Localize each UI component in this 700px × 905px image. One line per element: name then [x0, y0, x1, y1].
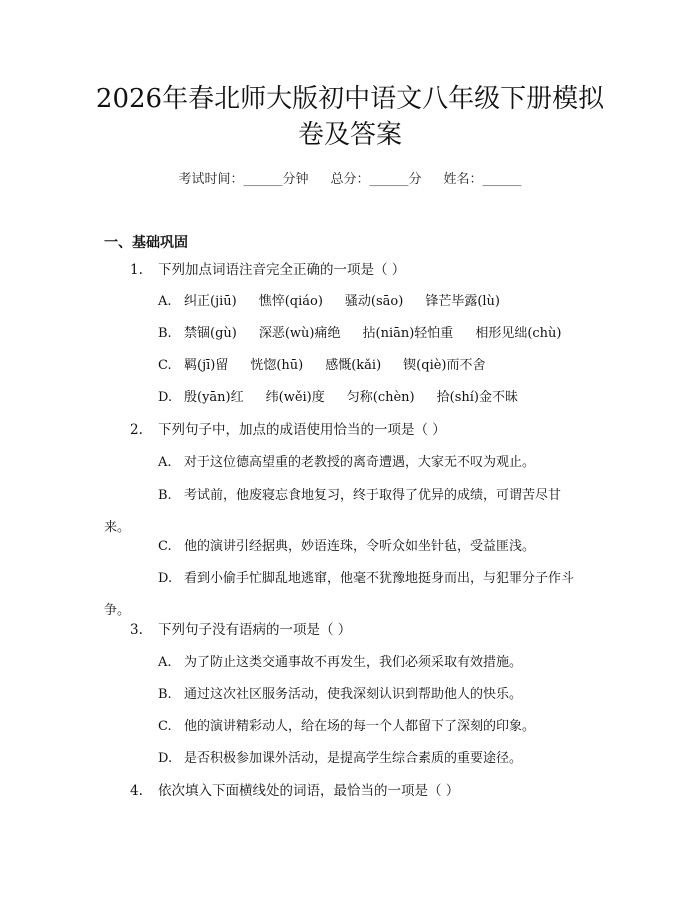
question-number: 3. [130, 622, 143, 638]
option-letter: A. [158, 655, 172, 670]
question-number: 2. [130, 422, 143, 438]
option-word: 锲(qiè)而不舍 [403, 358, 486, 373]
q1-option-a [158, 292, 522, 312]
option-word: 骚动(sāo) [344, 294, 404, 309]
option-text: 看到小偷手忙脚乱地逃窜，他毫不犹豫地挺身而出，与犯罪分子作斗 [184, 571, 575, 586]
q2-option-a [158, 453, 535, 473]
q2-option-b [104, 480, 604, 544]
option-text: 他的演讲精彩动人，给在场的每一个人都留下了深刻的印象。 [184, 719, 536, 734]
option-word: 纠正(jiū) [184, 294, 237, 309]
option-word: 相形见绌(chù) [475, 326, 562, 341]
option-letter: B. [158, 326, 172, 341]
option-word: 锋芒毕露(lù) [425, 294, 501, 309]
option-word: 禁锢(gù) [184, 326, 237, 341]
option-letter: D. [158, 751, 173, 766]
option-word: 感慨(kǎi) [325, 358, 382, 373]
option-text: 考试前，他废寝忘食地复习，终于取得了优异的成绩，可谓苦尽甘 [184, 488, 562, 503]
option-word: 憔悴(qiáo) [258, 294, 323, 309]
option-text: 为了防止这类交通事故不再发生，我们必须采取有效措施。 [184, 655, 523, 670]
name-label: 姓名：______ [443, 172, 522, 187]
exam-title-line2: 卷及答案 [297, 120, 402, 150]
section-heading: 一、基础巩固 [104, 235, 188, 251]
option-text-continued: 争。 [104, 603, 131, 618]
option-word: 拾(shí)金不昧 [436, 390, 518, 405]
option-word: 恍惚(hū) [250, 358, 304, 373]
option-text-continued: 来。 [104, 520, 131, 535]
question-stem: 下列句子中，加点的成语使用恰当的一项是（ ） [158, 422, 446, 438]
option-letter: C. [158, 719, 172, 734]
option-letter: C. [158, 539, 172, 554]
option-letter: C. [158, 358, 172, 373]
option-word: 匀称(chèn) [346, 390, 415, 405]
option-word: 深恶(wù)痛绝 [258, 326, 341, 341]
option-word: 纬(wěi)度 [265, 390, 325, 405]
q2-option-c [158, 537, 535, 557]
question-1 [130, 260, 405, 280]
option-letter: A. [158, 294, 172, 309]
option-text: 是否积极参加课外活动，是提高学生综合素质的重要途径。 [184, 751, 523, 766]
question-4 [130, 781, 459, 801]
q3-option-d [158, 749, 522, 769]
question-number: 1. [130, 262, 143, 278]
question-number: 4. [130, 783, 143, 799]
q1-option-c [158, 356, 508, 376]
exam-info [0, 168, 700, 187]
q2-option-d [104, 563, 604, 627]
question-stem: 依次填入下面横线处的词语，最恰当的一项是（ ） [158, 783, 460, 799]
option-text: 他的演讲引经据典，妙语连珠，令听众如坐针毡，受益匪浅。 [184, 539, 536, 554]
time-label: 考试时间：______分钟 [178, 172, 309, 187]
option-letter: A. [158, 455, 172, 470]
option-word: 拈(niān)轻怕重 [362, 326, 454, 341]
q1-option-d [158, 388, 540, 408]
q3-option-a [158, 653, 522, 673]
option-word: 殷(yān)红 [184, 390, 244, 405]
option-letter: D. [158, 571, 173, 586]
q1-option-b [158, 324, 583, 344]
option-letter: B. [158, 687, 172, 702]
option-letter: D. [158, 390, 173, 405]
q3-option-b [158, 685, 522, 705]
question-stem: 下列句子没有语病的一项是（ ） [158, 622, 352, 638]
question-3 [130, 620, 351, 640]
option-text: 通过这次社区服务活动，使我深刻认识到帮助他人的快乐。 [184, 687, 523, 702]
question-2 [130, 420, 446, 440]
option-letter: B. [158, 488, 172, 503]
exam-title-line1: 2026年春北师大版初中语文八年级下册模拟 [95, 84, 605, 114]
q3-option-c [158, 717, 535, 737]
option-text: 对于这位德高望重的老教授的离奇遭遇，大家无不叹为观止。 [184, 455, 536, 470]
option-word: 羁(jī)留 [184, 358, 229, 373]
score-label: 总分：______分 [330, 172, 422, 187]
question-stem: 下列加点词语注音完全正确的一项是（ ） [158, 262, 406, 278]
